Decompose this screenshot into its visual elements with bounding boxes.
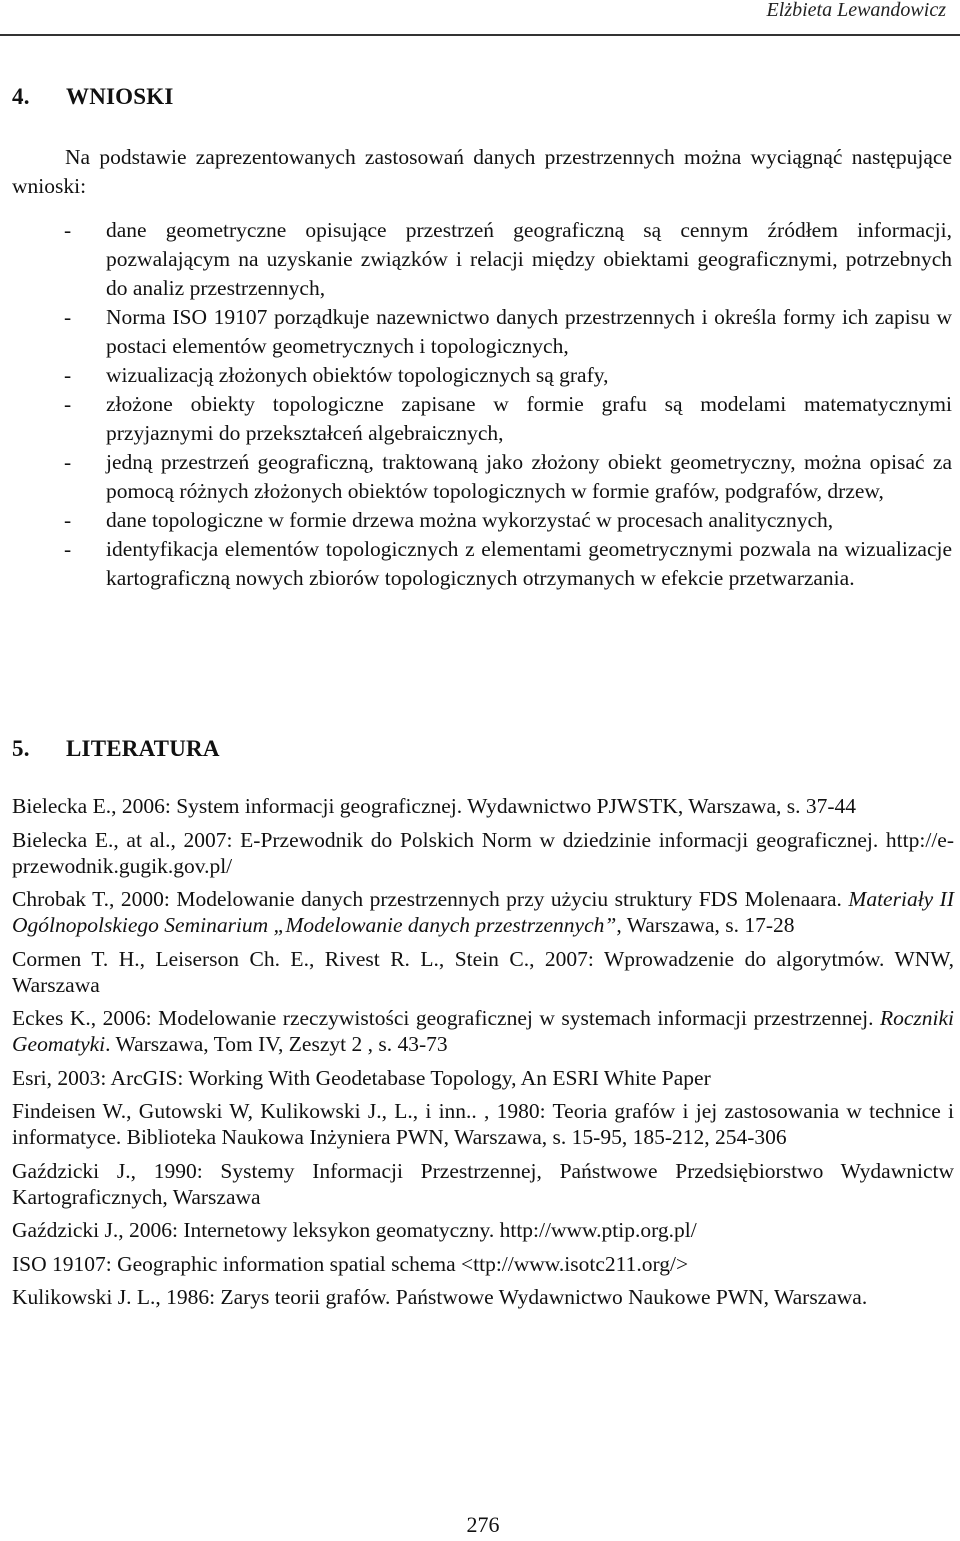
conclusion-item: - złożone obiekty topologiczne zapisane w formie grafu są modelami matematycznymi przyjaznymi do przekształceń algebraicznych, xyxy=(12,390,952,448)
conclusions-list xyxy=(12,216,952,593)
reference-item: Esri, 2003: ArcGIS: Working With Geodetabase Topology, An ESRI White Paper xyxy=(12,1065,711,1090)
conclusions-intro: Na podstawie zaprezentowanych zastosowań danych przestrzennych można wyciągnąć następujące wnioski: xyxy=(12,145,952,198)
section-heading-wnioski xyxy=(12,84,173,110)
reference-source-title: Roczniki Geomatyki xyxy=(12,1006,954,1056)
section-title: WNIOSKI xyxy=(66,84,174,109)
conclusion-item: - wizualizacją złożonych obiektów topologicznych są grafy, xyxy=(12,361,952,390)
section-number: 5. xyxy=(12,736,30,761)
references-list xyxy=(12,793,954,1318)
reference-item: Cormen T. H., Leiserson Ch. E., Rivest R. L., Stein C., 2007: Wprowadzenie do algorytmów. WNW, Warszawa xyxy=(12,946,954,997)
reference-item xyxy=(12,886,954,938)
header-author: Elżbieta Lewandowicz xyxy=(766,0,946,21)
reference-text: , Warszawa, s. 17-28 xyxy=(616,913,795,937)
conclusion-item: - identyfikacja elementów topologicznych z elementami geometrycznymi pozwala na wizualizacje kartograficzną nowych zbiorów topologicznych otrzymanych w efekcie przetwarzania. xyxy=(12,535,952,593)
conclusion-item: - dane topologiczne w formie drzewa można wykorzystać w procesach analitycznych, xyxy=(12,506,952,535)
running-header xyxy=(0,0,960,36)
reference-text: Eckes K., 2006: Modelowanie rzeczywistości geograficznej w systemach informacji przestrzennej. xyxy=(12,1006,880,1030)
section-heading-literatura xyxy=(12,736,220,762)
conclusion-item: - Norma ISO 19107 porządkuje nazewnictwo danych przestrzennych i określa formy ich zapisu w postaci elementów geometrycznych i topologicznych, xyxy=(12,303,952,361)
reference-item: Gaździcki J., 1990: Systemy Informacji Przestrzennej, Państwowe Przedsiębiorstwo Wydawnictw Kartograficznych, Warszawa xyxy=(12,1158,954,1209)
reference-source-title: Materiały II Ogólnopolskiego Seminarium „Modelowanie danych przestrzennych” xyxy=(12,887,954,937)
section-title: LITERATURA xyxy=(66,736,220,761)
reference-text: Chrobak T., 2000: Modelowanie danych przestrzennych przy użyciu struktury FDS Molenaara. xyxy=(12,887,849,911)
reference-text: . Warszawa, Tom IV, Zeszyt 2 , s. 43-73 xyxy=(105,1032,448,1056)
reference-item: Bielecka E., at al., 2007: E-Przewodnik do Polskich Norm w dziedzinie informacji geograficznej. http://e-przewodnik.gugik.gov.pl/ xyxy=(12,827,954,878)
reference-item: Gaździcki J., 2006: Internetowy leksykon geomatyczny. http://www.ptip.org.pl/ xyxy=(12,1218,697,1242)
reference-item: Bielecka E., 2006: System informacji geograficznej. Wydawnictwo PJWSTK, Warszawa, s. 37-44 xyxy=(12,794,857,818)
reference-item xyxy=(12,1005,954,1057)
conclusion-item: - dane geometryczne opisujące przestrzeń geograficzną są cennym źródłem informacji, pozwalającym na uzyskanie związków i relacji między obiektami geograficznymi, potrzebnych do analiz przestrzennych, xyxy=(12,216,952,303)
page-number: 276 xyxy=(466,1512,500,1537)
reference-item: ISO 19107: Geographic information spatial schema <ttp://www.isotc211.org/> xyxy=(12,1251,689,1276)
section-number: 4. xyxy=(12,84,30,109)
reference-item: Kulikowski J. L., 1986: Zarys teorii grafów. Państwowe Wydawnictwo Naukowe PWN, Warszawa. xyxy=(12,1285,868,1309)
conclusion-item: - jedną przestrzeń geograficzną, traktowaną jako złożony obiekt geometryczny, można opisać za pomocą różnych złożonych obiektów topologicznych w formie grafów, podgrafów, drzew, xyxy=(12,448,952,506)
reference-item: Findeisen W., Gutowski W, Kulikowski J., L., i inn.. , 1980: Teoria grafów i jej zastosowania w technice i informatyce. Biblioteka Naukowa Inżyniera PWN, Warszawa, s. 15-95, 185-212, 254-306 xyxy=(12,1099,954,1149)
